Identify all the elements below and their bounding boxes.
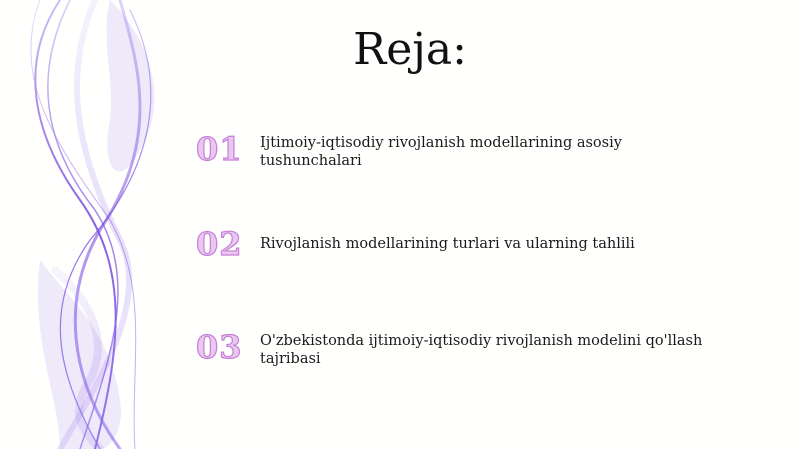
agenda-item-1 xyxy=(196,130,756,190)
slide-title: Reja: xyxy=(353,24,467,75)
agenda-text: O'zbekistonda ijtimoiy-iqtisodiy rivojlanish modelini qo'llash tajribasi xyxy=(260,333,703,367)
agenda-number: 02 xyxy=(196,225,243,263)
agenda-text: Ijtimoiy-iqtisodiy rivojlanish modellarining asosiy tushunchalari xyxy=(260,135,622,169)
agenda-item-2 xyxy=(196,225,756,285)
agenda-number: 01 xyxy=(196,130,243,168)
agenda-item-3 xyxy=(196,328,756,388)
agenda-number: 03 xyxy=(196,328,243,366)
decorative-ribbon-graphic xyxy=(0,0,200,449)
agenda-text: Rivojlanish modellarining turlari va ularning tahlili xyxy=(260,236,635,252)
